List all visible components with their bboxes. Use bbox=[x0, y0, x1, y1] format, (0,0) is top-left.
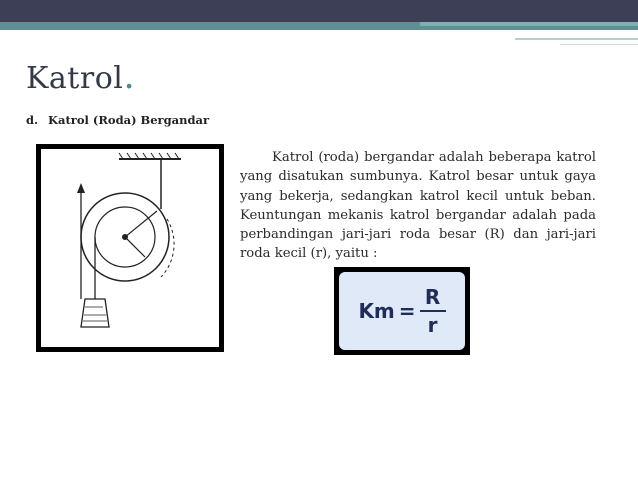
section-label: Katrol (Roda) Bergandar bbox=[48, 113, 210, 127]
slide-title-dot: . bbox=[123, 56, 136, 97]
top-accent-highlight bbox=[420, 22, 638, 26]
formula-background bbox=[339, 272, 465, 350]
wheel-and-axle-diagram-icon bbox=[41, 149, 219, 347]
load-weight-icon bbox=[81, 299, 109, 327]
formula-fraction bbox=[420, 285, 446, 337]
slide-title-text: Katrol bbox=[26, 61, 124, 96]
description-paragraph bbox=[240, 148, 596, 264]
description-text: Katrol (roda) bergandar adalah beberapa katrol yang disatukan sumbunya. Katrol besar untuk gaya yang bekerja, sedangkan katrol kecil untuk beban. Keuntungan mekanis katrol bergandar adalah pada perbandingan jari-jari roda besar (R) dan jari-jari roda kecil (r), yaitu : bbox=[240, 150, 596, 262]
effort-arrow-icon bbox=[77, 183, 85, 193]
formula-numerator: R bbox=[424, 285, 441, 309]
slide-title bbox=[26, 56, 135, 97]
formula-box bbox=[334, 267, 470, 355]
decorative-line bbox=[515, 38, 638, 40]
formula bbox=[339, 272, 465, 350]
wheel-and-axle-figure bbox=[36, 144, 224, 352]
ceiling-icon bbox=[119, 153, 181, 159]
section-heading bbox=[26, 113, 209, 127]
formula-equals: = bbox=[398, 299, 416, 323]
formula-lhs: Km bbox=[358, 299, 395, 323]
fraction-bar bbox=[420, 310, 446, 312]
top-bar bbox=[0, 0, 638, 22]
section-number: d. bbox=[26, 113, 39, 127]
formula-denominator: r bbox=[427, 313, 438, 337]
radius-line-small bbox=[125, 237, 145, 257]
decorative-line-2 bbox=[560, 44, 638, 45]
